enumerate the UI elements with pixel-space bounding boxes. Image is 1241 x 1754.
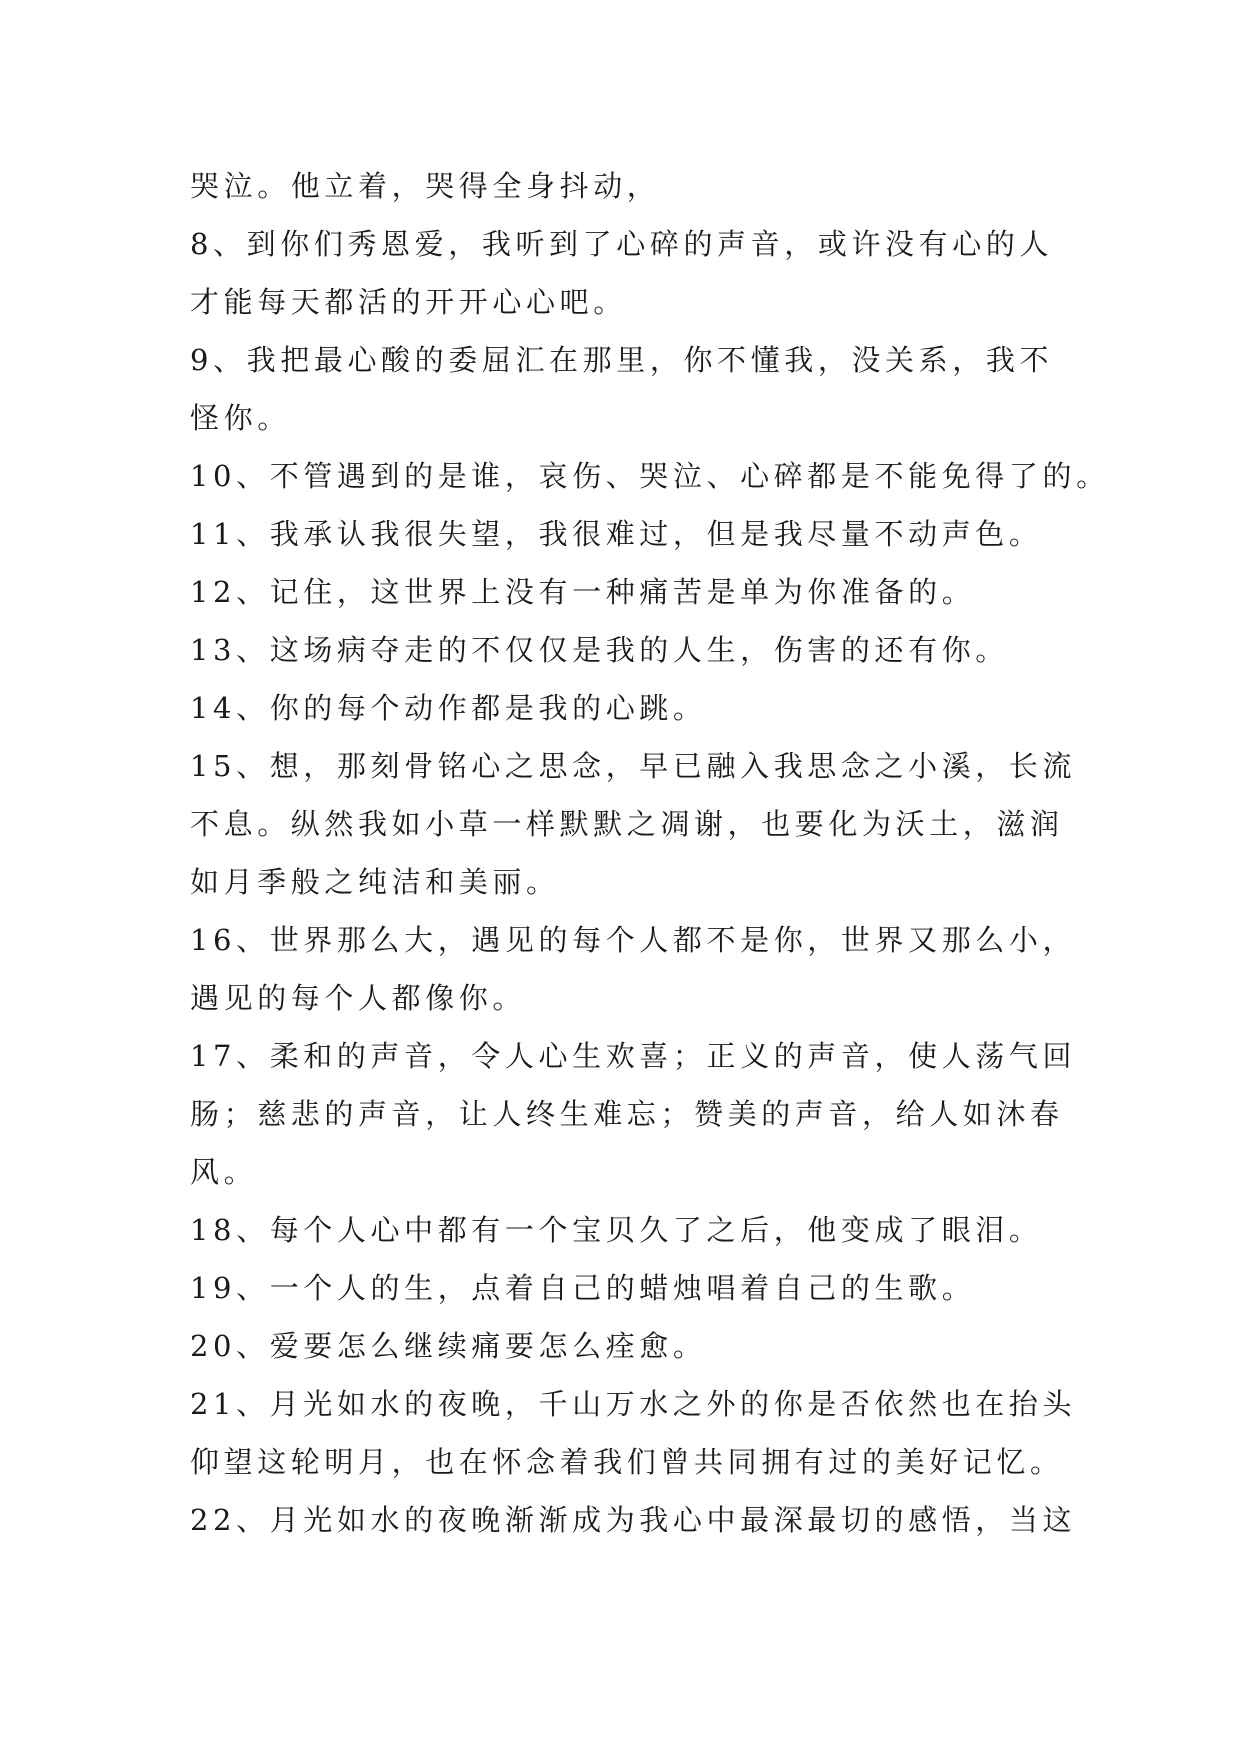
text-line: 哭泣。他立着，哭得全身抖动，: [190, 169, 661, 203]
text-line: 20、爱要怎么继续痛要怎么痊愈。: [190, 1329, 707, 1363]
text-line: 19、一个人的生，点着自己的蜡烛唱着自己的生歌。: [190, 1271, 976, 1305]
text-line: 8、到你们秀恩爱，我听到了心碎的声音，或许没有心的人: [190, 227, 1054, 261]
text-line: 9、我把最心酸的委屈汇在那里，你不懂我，没关系，我不: [190, 343, 1054, 377]
text-line: 14、你的每个动作都是我的心跳。: [190, 691, 707, 725]
text-line: 怪你。: [190, 401, 291, 435]
text-line: 17、柔和的声音，令人心生欢喜；正义的声音，使人荡气回: [190, 1039, 1077, 1073]
text-line: 16、世界那么大，遇见的每个人都不是你，世界又那么小，: [190, 923, 1077, 957]
text-line: 遇见的每个人都像你。: [190, 981, 527, 1015]
text-line: 仰望这轮明月，也在怀念着我们曾共同拥有过的美好记忆。: [190, 1445, 1064, 1479]
text-line: 才能每天都活的开开心心吧。: [190, 285, 627, 319]
text-line: 肠；慈悲的声音，让人终生难忘；赞美的声音，给人如沐春: [190, 1097, 1064, 1131]
text-line: 21、月光如水的夜晚，千山万水之外的你是否依然也在抬头: [190, 1387, 1077, 1421]
text-line: 如月季般之纯洁和美丽。: [190, 865, 560, 899]
text-line: 12、记住，这世界上没有一种痛苦是单为你准备的。: [190, 575, 976, 609]
text-line: 13、这场病夺走的不仅仅是我的人生，伤害的还有你。: [190, 633, 1009, 667]
text-line: 11、我承认我很失望，我很难过，但是我尽量不动声色。: [190, 517, 1043, 551]
text-line: 22、月光如水的夜晚渐渐成为我心中最深最切的感悟，当这: [190, 1503, 1077, 1537]
text-line: 10、不管遇到的是谁，哀伤、哭泣、心碎都是不能免得了的。: [190, 459, 1110, 493]
text-line: 不息。纵然我如小草一样默默之凋谢，也要化为沃土，滋润: [190, 807, 1064, 841]
text-line: 风。: [190, 1155, 258, 1189]
text-line: 15、想，那刻骨铭心之思念，早已融入我思念之小溪，长流: [190, 749, 1077, 783]
text-line: 18、每个人心中都有一个宝贝久了之后，他变成了眼泪。: [190, 1213, 1043, 1247]
document-body: [190, 157, 1110, 1549]
